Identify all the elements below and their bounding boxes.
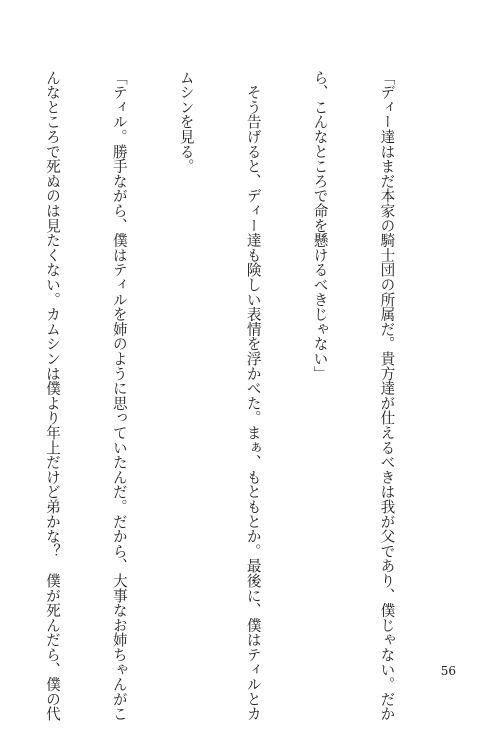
text-line: 「ディー達はまだ本家の騎士団の所属だ。貴方達が仕えるべきは我が父であり、僕じゃない。だか	[378, 70, 396, 722]
text-line: ら、こんなところで命を懸けるべきじゃない」	[311, 70, 329, 381]
text-line: 「ティル。勝手ながら、僕はティルを姉のように思っていたんだ。だから、大事なお姉ちゃんがこ	[110, 70, 128, 722]
page-number: 56	[440, 664, 456, 678]
body-text	[0, 70, 442, 722]
text-line: そう告げると、ディー達も険しい表情を浮かべた。まぁ、もともとか。最後に、僕はティルとカ	[244, 70, 262, 722]
text-line: ムシンを見る。	[177, 70, 195, 174]
text-line: んなところで死ぬのは見たくない。カムシンは僕より年上だけど弟かな？ 僕が死んだら、僕の代	[43, 70, 61, 722]
